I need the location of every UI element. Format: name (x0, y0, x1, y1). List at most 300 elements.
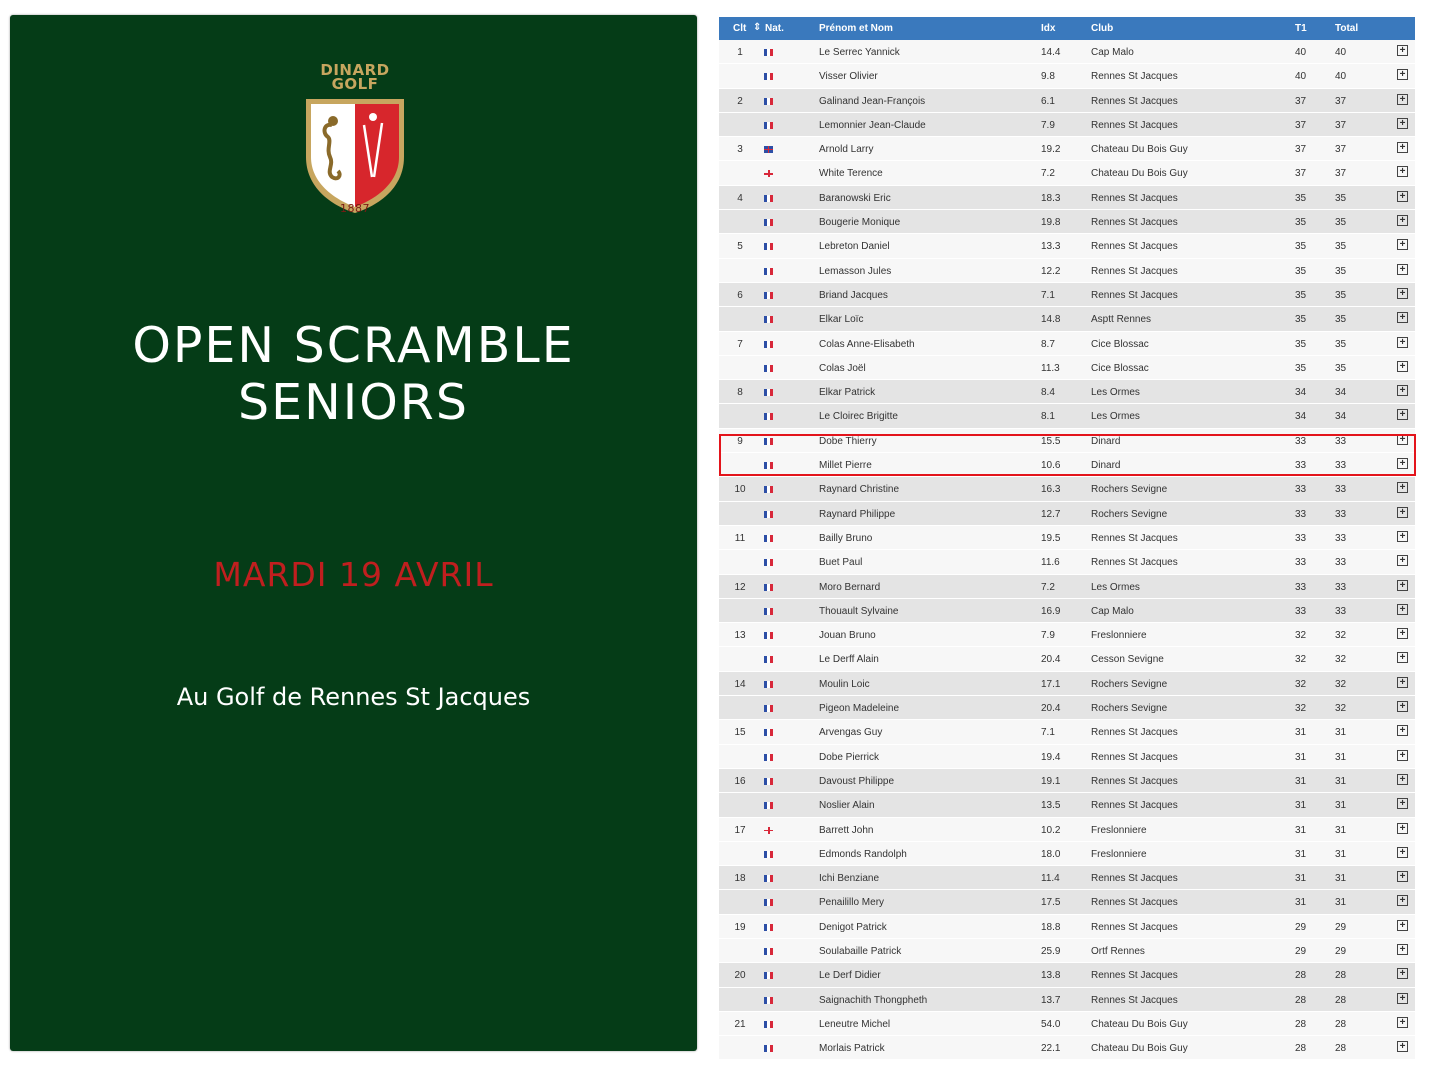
t1-cell: 31 (1295, 775, 1307, 787)
club-cell: Dinard (1091, 460, 1121, 472)
table-row[interactable] (719, 720, 1415, 744)
club-cell: Asptt Rennes (1091, 314, 1152, 326)
t1-cell: 33 (1295, 435, 1307, 447)
rank-cell: 17 (734, 824, 746, 836)
table-row[interactable] (719, 526, 1415, 550)
index-cell: 20.4 (1041, 703, 1061, 715)
flag-fr-icon (764, 704, 773, 715)
expand-plus-icon[interactable]: + (1397, 944, 1408, 955)
table-row[interactable] (719, 915, 1415, 939)
table-row[interactable] (719, 866, 1415, 890)
club-cell: Cice Blossac (1091, 362, 1149, 374)
expand-plus-icon[interactable]: + (1397, 750, 1408, 761)
player-name-cell: Dobe Thierry (819, 435, 877, 447)
club-cell: Cesson Sevigne (1091, 654, 1164, 666)
expand-plus-icon[interactable]: + (1397, 337, 1408, 348)
rank-cell: 8 (737, 387, 743, 399)
expand-plus-icon[interactable]: + (1397, 69, 1408, 80)
table-row[interactable] (719, 672, 1415, 696)
player-name-cell: Penailillo Mery (819, 897, 885, 909)
player-name-cell: Moro Bernard (819, 581, 881, 593)
total-cell: 29 (1335, 921, 1347, 933)
player-name-cell: Saignachith Thongpheth (819, 994, 928, 1006)
results-table (719, 17, 1415, 1060)
player-name-cell: Noslier Alain (819, 800, 875, 812)
flag-fr-icon (764, 97, 773, 108)
total-cell: 31 (1335, 824, 1347, 836)
index-cell: 12.2 (1041, 265, 1061, 277)
flag-fr-icon (764, 1044, 773, 1055)
t1-cell: 31 (1295, 824, 1307, 836)
t1-cell: 37 (1295, 95, 1307, 107)
club-cell: Ortf Rennes (1091, 945, 1145, 957)
flag-fr-icon (764, 267, 773, 278)
rank-cell: 21 (734, 1018, 746, 1030)
table-row[interactable] (719, 210, 1415, 234)
flag-fr-icon (764, 947, 773, 958)
table-body (719, 40, 1415, 1060)
index-cell: 19.2 (1041, 144, 1061, 156)
club-cell: Rochers Sevigne (1091, 484, 1168, 496)
index-cell: 17.5 (1041, 897, 1061, 909)
table-row[interactable] (719, 453, 1415, 477)
flag-fr-icon (764, 801, 773, 812)
flag-fr-icon (764, 583, 773, 594)
expand-plus-icon[interactable]: + (1397, 993, 1408, 1004)
event-venue: Au Golf de Rennes St Jacques (176, 683, 531, 711)
table-row[interactable] (719, 477, 1415, 501)
index-cell: 12.7 (1041, 508, 1061, 520)
flag-fr-icon (764, 510, 773, 521)
total-cell: 31 (1335, 727, 1347, 739)
flag-fr-icon (764, 898, 773, 909)
total-cell: 31 (1335, 751, 1347, 763)
t1-cell: 31 (1295, 800, 1307, 812)
rank-cell: 16 (734, 775, 746, 787)
expand-plus-icon[interactable]: + (1397, 361, 1408, 372)
player-name-cell: Edmonds Randolph (819, 848, 907, 860)
flag-fr-icon (764, 534, 773, 545)
club-cell: Rennes St Jacques (1091, 119, 1178, 131)
expand-plus-icon[interactable]: + (1397, 652, 1408, 663)
player-name-cell: Davoust Philippe (819, 775, 895, 787)
table-row[interactable] (719, 137, 1415, 161)
index-cell: 8.4 (1041, 387, 1055, 399)
t1-cell: 33 (1295, 605, 1307, 617)
index-cell: 19.1 (1041, 775, 1061, 787)
club-cell: Les Ormes (1091, 411, 1140, 423)
logo-line1: DINARD (320, 61, 390, 79)
expand-plus-icon[interactable]: + (1397, 774, 1408, 785)
expand-plus-icon[interactable]: + (1397, 895, 1408, 906)
total-cell: 31 (1335, 775, 1347, 787)
dinard-golf-logo (302, 61, 408, 215)
expand-plus-icon[interactable]: + (1397, 45, 1408, 56)
expand-plus-icon[interactable]: + (1397, 94, 1408, 105)
club-cell: Chateau Du Bois Guy (1091, 1018, 1188, 1030)
index-cell: 25.9 (1041, 945, 1061, 957)
player-name-cell: Lemasson Jules (819, 265, 892, 277)
table-row[interactable] (719, 380, 1415, 404)
club-cell: Chateau Du Bois Guy (1091, 144, 1188, 156)
expand-plus-icon[interactable]: + (1397, 239, 1408, 250)
expand-plus-icon[interactable]: + (1397, 215, 1408, 226)
table-row[interactable] (719, 1036, 1415, 1060)
club-cell: Rennes St Jacques (1091, 994, 1178, 1006)
expand-plus-icon[interactable]: + (1397, 312, 1408, 323)
expand-plus-icon[interactable]: + (1397, 288, 1408, 299)
club-cell: Rennes St Jacques (1091, 873, 1178, 885)
player-name-cell: Soulabaille Patrick (819, 945, 902, 957)
flag-fr-icon (764, 461, 773, 472)
table-row[interactable] (719, 161, 1415, 185)
t1-cell: 31 (1295, 897, 1307, 909)
flag-fr-icon (764, 1020, 773, 1031)
table-row[interactable] (719, 575, 1415, 599)
club-cell: Les Ormes (1091, 581, 1140, 593)
index-cell: 7.1 (1041, 727, 1055, 739)
player-name-cell: Arvengas Guy (819, 727, 883, 739)
t1-cell: 33 (1295, 557, 1307, 569)
t1-cell: 28 (1295, 970, 1307, 982)
expand-plus-icon[interactable]: + (1397, 847, 1408, 858)
t1-cell: 35 (1295, 241, 1307, 253)
header-name[interactable]: Prénom et Nom (819, 23, 893, 34)
total-cell: 28 (1335, 994, 1347, 1006)
expand-plus-icon[interactable]: + (1397, 166, 1408, 177)
expand-plus-icon[interactable]: + (1397, 264, 1408, 275)
player-name-cell: Millet Pierre (819, 460, 872, 472)
total-cell: 35 (1335, 241, 1347, 253)
player-name-cell: Le Serrec Yannick (819, 47, 900, 58)
t1-cell: 37 (1295, 144, 1307, 156)
rank-cell: 7 (737, 338, 743, 350)
table-row[interactable] (719, 890, 1415, 914)
total-cell: 40 (1335, 71, 1347, 83)
rank-cell: 19 (734, 921, 746, 933)
flag-fr-icon (764, 291, 773, 302)
total-cell: 28 (1335, 1018, 1347, 1030)
total-cell: 33 (1335, 460, 1347, 472)
table-row[interactable] (719, 429, 1415, 453)
index-cell: 54.0 (1041, 1018, 1061, 1030)
player-name-cell: Dobe Pierrick (819, 751, 880, 763)
index-cell: 11.6 (1041, 557, 1060, 569)
table-row[interactable] (719, 40, 1415, 64)
flag-fr-icon (764, 388, 773, 399)
crest-icon (302, 95, 408, 215)
logo-year: 1887 (340, 202, 370, 215)
player-name-cell: Jouan Bruno (819, 630, 876, 642)
flag-fr-icon (764, 728, 773, 739)
total-cell: 28 (1335, 970, 1347, 982)
flag-fr-icon (764, 655, 773, 666)
index-cell: 11.3 (1041, 362, 1060, 374)
index-cell: 13.3 (1041, 241, 1061, 253)
club-cell: Rennes St Jacques (1091, 970, 1178, 982)
club-cell: Rennes St Jacques (1091, 727, 1178, 739)
player-name-cell: Arnold Larry (819, 144, 874, 156)
flag-fr-icon (764, 996, 773, 1007)
expand-plus-icon[interactable]: + (1397, 555, 1408, 566)
t1-cell: 32 (1295, 630, 1307, 642)
total-cell: 32 (1335, 703, 1347, 715)
expand-plus-icon[interactable]: + (1397, 507, 1408, 518)
table-row[interactable] (719, 988, 1415, 1012)
rank-cell: 18 (734, 873, 746, 885)
total-cell: 33 (1335, 581, 1347, 593)
player-name-cell: Barrett John (819, 824, 874, 836)
total-cell: 35 (1335, 217, 1347, 229)
header-idx[interactable]: Idx (1041, 23, 1056, 34)
table-row[interactable] (719, 307, 1415, 331)
table-row[interactable] (719, 259, 1415, 283)
index-cell: 11.4 (1041, 873, 1060, 885)
header-clt[interactable]: Clt (733, 23, 747, 34)
t1-cell: 31 (1295, 873, 1307, 885)
index-cell: 19.8 (1041, 217, 1061, 229)
total-cell: 37 (1335, 144, 1347, 156)
t1-cell: 32 (1295, 654, 1307, 666)
table-row[interactable] (719, 1012, 1415, 1036)
club-cell: Chateau Du Bois Guy (1091, 1043, 1188, 1055)
index-cell: 7.9 (1041, 630, 1055, 642)
total-cell: 37 (1335, 95, 1347, 107)
expand-plus-icon[interactable]: + (1397, 798, 1408, 809)
player-name-cell: Le Cloirec Brigitte (819, 411, 898, 423)
rank-cell: 4 (737, 192, 743, 204)
player-name-cell: Ichi Benziane (819, 873, 880, 885)
expand-plus-icon[interactable]: + (1397, 580, 1408, 591)
total-cell: 33 (1335, 557, 1347, 569)
total-cell: 31 (1335, 848, 1347, 860)
table-row[interactable] (719, 113, 1415, 137)
table-row[interactable] (719, 283, 1415, 307)
total-cell: 40 (1335, 47, 1347, 58)
total-cell: 32 (1335, 654, 1347, 666)
player-name-cell: Denigot Patrick (819, 921, 887, 933)
table-row[interactable] (719, 793, 1415, 817)
player-name-cell: Morlais Patrick (819, 1043, 885, 1055)
table-row[interactable] (719, 745, 1415, 769)
index-cell: 7.1 (1041, 289, 1055, 301)
rank-cell: 2 (737, 95, 743, 107)
club-cell: Rennes St Jacques (1091, 800, 1178, 812)
t1-cell: 33 (1295, 508, 1307, 520)
t1-cell: 33 (1295, 460, 1307, 472)
player-name-cell: Buet Paul (819, 557, 863, 569)
table-row[interactable] (719, 89, 1415, 113)
player-name-cell: Elkar Loïc (819, 314, 864, 326)
table-row[interactable] (719, 623, 1415, 647)
flag-fr-icon (764, 753, 773, 764)
t1-cell: 28 (1295, 1018, 1307, 1030)
index-cell: 19.4 (1041, 751, 1061, 763)
table-row[interactable] (719, 502, 1415, 526)
total-cell: 33 (1335, 435, 1347, 447)
rank-cell: 11 (734, 532, 746, 544)
total-cell: 33 (1335, 605, 1347, 617)
header-nat[interactable]: Nat. (765, 23, 784, 34)
club-cell: Rennes St Jacques (1091, 289, 1178, 301)
index-cell: 20.4 (1041, 654, 1061, 666)
club-cell: Freslonniere (1091, 630, 1147, 642)
total-cell: 35 (1335, 362, 1347, 374)
expand-plus-icon[interactable]: + (1397, 385, 1408, 396)
expand-plus-icon[interactable]: + (1397, 920, 1408, 931)
flag-fr-icon (764, 315, 773, 326)
total-cell: 35 (1335, 314, 1347, 326)
flag-fr-icon (764, 218, 773, 229)
header-club[interactable]: Club (1091, 23, 1114, 34)
t1-cell: 31 (1295, 848, 1307, 860)
header-total[interactable]: Total (1335, 23, 1359, 34)
expand-plus-icon[interactable]: + (1397, 409, 1408, 420)
flag-fr-icon (764, 48, 773, 59)
expand-plus-icon[interactable]: + (1397, 434, 1408, 445)
flag-fr-icon (764, 631, 773, 642)
expand-plus-icon[interactable]: + (1397, 628, 1408, 639)
table-row[interactable] (719, 64, 1415, 88)
player-name-cell: Moulin Loic (819, 678, 870, 690)
flag-en-icon (764, 826, 773, 837)
table-row[interactable] (719, 234, 1415, 258)
flag-fr-icon (764, 194, 773, 205)
index-cell: 18.3 (1041, 192, 1061, 204)
flag-fr-icon (764, 971, 773, 982)
expand-plus-icon[interactable]: + (1397, 1041, 1408, 1052)
player-name-cell: Briand Jacques (819, 289, 888, 301)
t1-cell: 32 (1295, 678, 1307, 690)
total-cell: 33 (1335, 532, 1347, 544)
expand-plus-icon[interactable]: + (1397, 458, 1408, 469)
expand-plus-icon[interactable]: + (1397, 142, 1408, 153)
expand-plus-icon[interactable]: + (1397, 482, 1408, 493)
player-name-cell: Baranowski Eric (819, 192, 891, 204)
player-name-cell: Le Derff Alain (819, 654, 879, 666)
rank-cell: 1 (737, 47, 743, 58)
table-row[interactable] (719, 599, 1415, 623)
t1-cell: 33 (1295, 484, 1307, 496)
club-cell: Rennes St Jacques (1091, 532, 1178, 544)
total-cell: 32 (1335, 678, 1347, 690)
flag-fr-icon (764, 437, 773, 448)
expand-plus-icon[interactable]: + (1397, 701, 1408, 712)
index-cell: 16.3 (1041, 484, 1061, 496)
table-row[interactable] (719, 769, 1415, 793)
player-name-cell: White Terence (819, 168, 883, 180)
index-cell: 9.8 (1041, 71, 1055, 83)
flag-gb-icon (764, 145, 773, 156)
index-cell: 14.4 (1041, 47, 1061, 58)
total-cell: 34 (1335, 387, 1347, 399)
table-row[interactable] (719, 356, 1415, 380)
rank-cell: 9 (737, 435, 743, 447)
flag-fr-icon (764, 558, 773, 569)
index-cell: 10.2 (1041, 824, 1061, 836)
total-cell: 31 (1335, 897, 1347, 909)
t1-cell: 37 (1295, 168, 1307, 180)
player-name-cell: Bailly Bruno (819, 532, 873, 544)
table-row[interactable] (719, 696, 1415, 720)
sort-icon[interactable]: ⇕ (753, 22, 762, 33)
table-row[interactable] (719, 404, 1415, 428)
table-row[interactable] (719, 842, 1415, 866)
expand-plus-icon[interactable]: + (1397, 118, 1408, 129)
t1-cell: 35 (1295, 217, 1307, 229)
event-title: OPEN SCRAMBLE SENIORS (132, 317, 575, 431)
t1-cell: 33 (1295, 532, 1307, 544)
flag-fr-icon (764, 874, 773, 885)
index-cell: 14.8 (1041, 314, 1061, 326)
table-row[interactable] (719, 963, 1415, 987)
club-cell: Rennes St Jacques (1091, 192, 1178, 204)
player-name-cell: Lemonnier Jean-Claude (819, 119, 926, 131)
t1-cell: 34 (1295, 411, 1307, 423)
index-cell: 18.8 (1041, 921, 1061, 933)
table-row[interactable] (719, 550, 1415, 574)
index-cell: 7.9 (1041, 119, 1055, 131)
index-cell: 7.2 (1041, 168, 1055, 180)
total-cell: 35 (1335, 192, 1347, 204)
club-cell: Cice Blossac (1091, 338, 1149, 350)
index-cell: 22.1 (1041, 1043, 1061, 1055)
club-cell: Dinard (1091, 435, 1121, 447)
club-cell: Rochers Sevigne (1091, 703, 1168, 715)
index-cell: 8.7 (1041, 338, 1055, 350)
table-row[interactable] (719, 939, 1415, 963)
total-cell: 28 (1335, 1043, 1347, 1055)
expand-plus-icon[interactable]: + (1397, 823, 1408, 834)
player-name-cell: Bougerie Monique (819, 217, 901, 229)
header-t1[interactable]: T1 (1295, 23, 1307, 34)
t1-cell: 28 (1295, 1043, 1307, 1055)
index-cell: 19.5 (1041, 532, 1061, 544)
total-cell: 37 (1335, 168, 1347, 180)
expand-plus-icon[interactable]: + (1397, 604, 1408, 615)
index-cell: 18.0 (1041, 848, 1061, 860)
t1-cell: 29 (1295, 945, 1307, 957)
expand-plus-icon[interactable]: + (1397, 871, 1408, 882)
expand-plus-icon[interactable]: + (1397, 968, 1408, 979)
t1-cell: 35 (1295, 192, 1307, 204)
player-name-cell: Le Derf Didier (819, 970, 881, 982)
expand-plus-icon[interactable]: + (1397, 677, 1408, 688)
expand-plus-icon[interactable]: + (1397, 531, 1408, 542)
total-cell: 32 (1335, 630, 1347, 642)
total-cell: 33 (1335, 508, 1347, 520)
club-cell: Rennes St Jacques (1091, 217, 1178, 229)
flag-fr-icon (764, 340, 773, 351)
t1-cell: 37 (1295, 119, 1307, 131)
expand-plus-icon[interactable]: + (1397, 725, 1408, 736)
index-cell: 16.9 (1041, 605, 1061, 617)
flag-fr-icon (764, 121, 773, 132)
expand-plus-icon[interactable]: + (1397, 191, 1408, 202)
t1-cell: 28 (1295, 994, 1307, 1006)
table-row[interactable] (719, 818, 1415, 842)
table-row[interactable] (719, 647, 1415, 671)
t1-cell: 35 (1295, 314, 1307, 326)
total-cell: 37 (1335, 119, 1347, 131)
total-cell: 35 (1335, 289, 1347, 301)
table-row[interactable] (719, 186, 1415, 210)
rank-cell: 20 (734, 970, 746, 982)
player-name-cell: Visser Olivier (819, 71, 878, 83)
index-cell: 8.1 (1041, 411, 1055, 423)
table-row[interactable] (719, 332, 1415, 356)
expand-plus-icon[interactable]: + (1397, 1017, 1408, 1028)
